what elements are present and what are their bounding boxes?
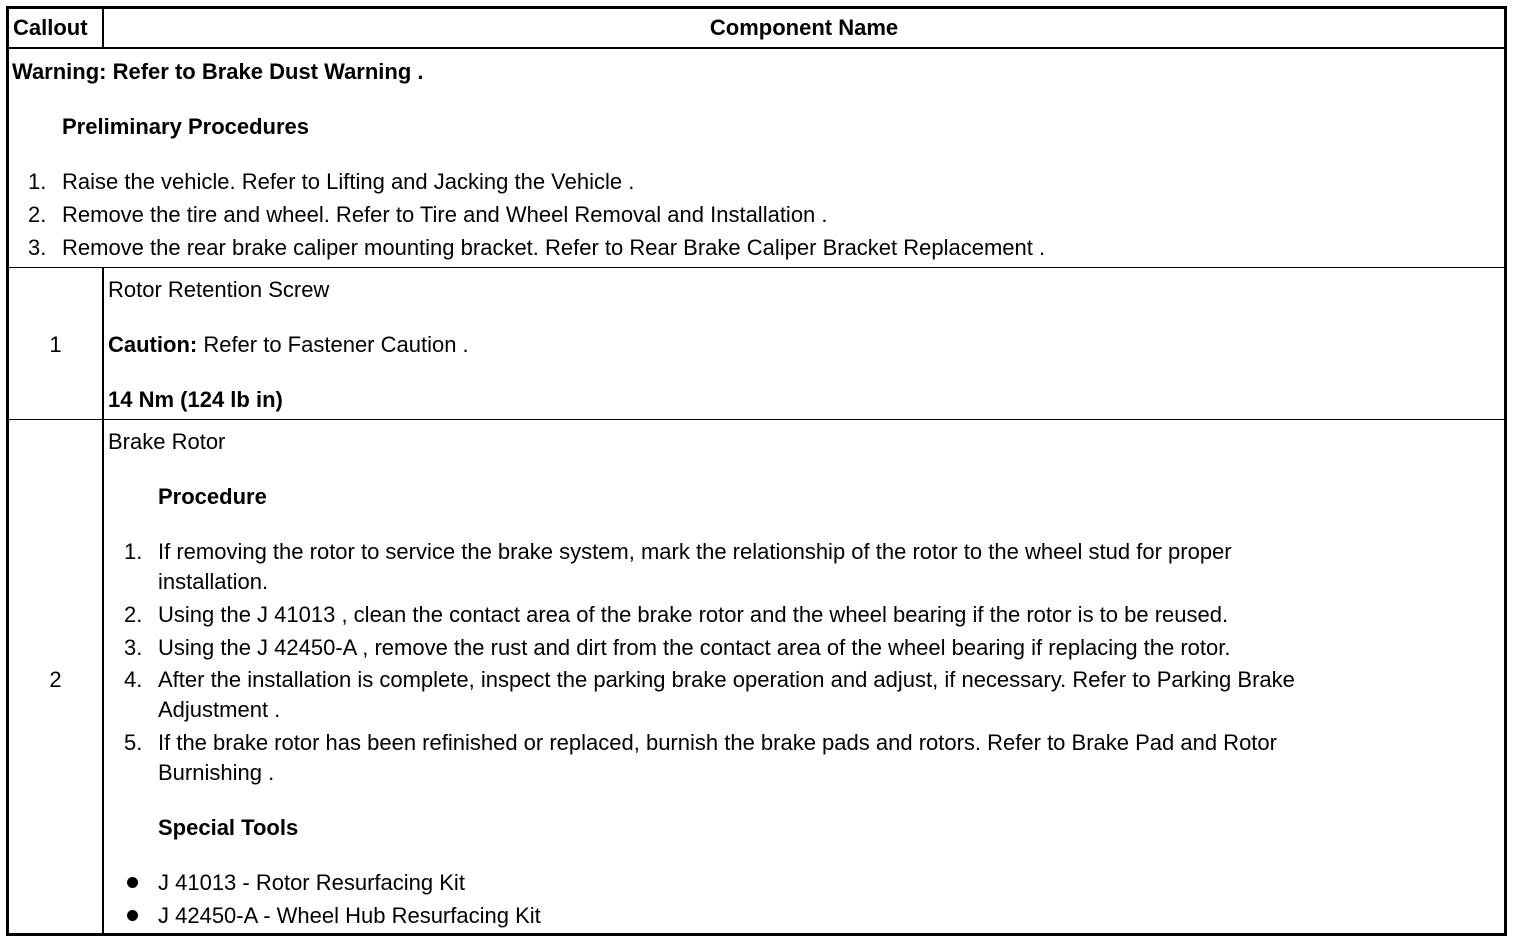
procedure-step-text: If the brake rotor has been refinished or replaced, burnish the brake pads and rotors. Refer to Brake Pad and Rotor: [158, 730, 1277, 755]
procedure-step-number: 1.: [124, 539, 143, 564]
preliminary-procedures-heading: Preliminary Procedures: [62, 114, 310, 139]
table-header: [9, 9, 1504, 49]
prelim-step-number: 1.: [28, 169, 47, 194]
caution-label: Caution:: [108, 332, 198, 357]
procedure-step-text-continued: Burnishing .: [158, 760, 275, 785]
prelim-step-number: 3.: [28, 235, 47, 260]
special-tools-heading: Special Tools: [158, 815, 299, 840]
component-name-column-header: Component Name: [709, 15, 899, 40]
prelim-step-text: Remove the tire and wheel. Refer to Tire and Wheel Removal and Installation .: [62, 202, 828, 227]
component-table: [6, 6, 1507, 936]
torque-spec: 14 Nm (124 lb in): [108, 387, 283, 412]
procedure-step-number: 5.: [124, 730, 143, 755]
bullet-icon: [127, 877, 138, 888]
procedure-step-number: 4.: [124, 667, 143, 692]
bullet-icon: [127, 910, 138, 921]
callout-column-header: Callout: [9, 9, 104, 47]
special-tool-item: J 42450-A - Wheel Hub Resurfacing Kit: [158, 903, 541, 928]
procedure-step-text: After the installation is complete, inspect the parking brake operation and adjust, if necessary. Refer to Parking Brake: [158, 667, 1295, 692]
procedure-heading: Procedure: [158, 484, 267, 509]
component-name: Rotor Retention Screw: [108, 277, 330, 302]
row-divider: [9, 419, 1504, 420]
prelim-step-number: 2.: [28, 202, 47, 227]
row-divider: [9, 267, 1504, 268]
callout-number: 2: [49, 667, 62, 692]
procedure-step-text-continued: installation.: [158, 569, 269, 594]
callout-number: 1: [49, 332, 62, 357]
procedure-step-text: Using the J 42450-A , remove the rust and dirt from the contact area of the wheel bearing if replacing the rotor.: [158, 635, 1231, 660]
column-divider: [102, 268, 104, 419]
prelim-step-text: Remove the rear brake caliper mounting bracket. Refer to Rear Brake Caliper Bracket Replacement .: [62, 235, 1046, 260]
warning-text: Warning: Refer to Brake Dust Warning .: [12, 59, 424, 84]
procedure-step-text-continued: Adjustment .: [158, 697, 281, 722]
column-divider: [102, 420, 104, 933]
procedure-step-number: 3.: [124, 635, 143, 660]
caution-text: Refer to Fastener Caution .: [197, 332, 469, 357]
procedure-step-number: 2.: [124, 602, 143, 627]
caution-note: [108, 332, 469, 358]
prelim-step-text: Raise the vehicle. Refer to Lifting and Jacking the Vehicle .: [62, 169, 635, 194]
procedure-step-text: If removing the rotor to service the brake system, mark the relationship of the rotor to the wheel stud for proper: [158, 539, 1232, 564]
component-name: Brake Rotor: [108, 429, 226, 454]
special-tool-item: J 41013 - Rotor Resurfacing Kit: [158, 870, 465, 895]
procedure-step-text: Using the J 41013 , clean the contact area of the brake rotor and the wheel bearing if the rotor is to be reused.: [158, 602, 1229, 627]
